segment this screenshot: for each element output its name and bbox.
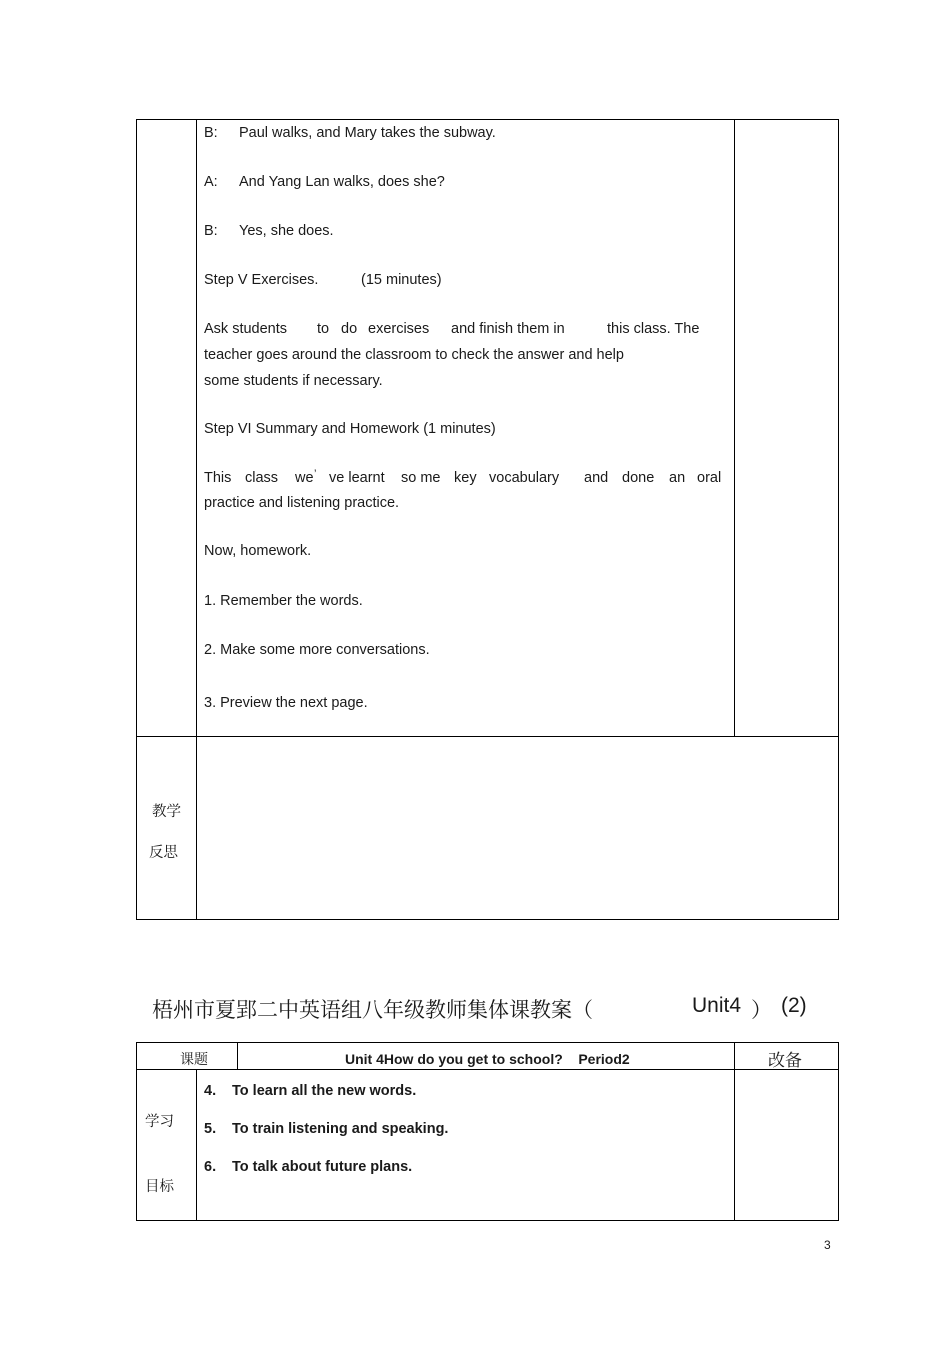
goal-item: 4. To learn all the new words. xyxy=(204,1083,417,1099)
reflection-label-line-2: 反思 xyxy=(149,845,178,861)
heading-number: (2) xyxy=(781,994,807,1017)
heading-close-paren: ） xyxy=(751,998,772,1022)
homework-item: 3. Preview the next page. xyxy=(204,695,368,711)
dialogue-text: Yes, she does. xyxy=(239,223,334,239)
lesson-title: Unit 4How do you get to school? Period2 xyxy=(345,1051,630,1067)
step-title: Step V Exercises. xyxy=(204,272,319,288)
step-5-heading xyxy=(204,271,442,289)
subject-header: 课题 xyxy=(180,1052,208,1068)
dialogue-line-3 xyxy=(204,222,334,240)
goal-item: 5. To train listening and speaking. xyxy=(204,1121,449,1137)
dialogue-text: Paul walks, and Mary takes the subway. xyxy=(239,125,496,141)
speaker-label: B: xyxy=(204,125,218,141)
speaker-label: A: xyxy=(204,174,218,190)
reflection-label-line-1: 教学 xyxy=(152,804,181,820)
objectives-label-line-2: 目标 xyxy=(145,1179,174,1195)
dialogue-text: And Yang Lan walks, does she? xyxy=(239,174,445,190)
objectives-label-line-1: 学习 xyxy=(145,1114,174,1130)
goal-item: 6. To talk about future plans. xyxy=(204,1159,413,1175)
homework-intro: Now, homework. xyxy=(204,543,312,559)
page-number: 3 xyxy=(824,1238,831,1252)
speaker-label: B: xyxy=(204,223,218,239)
dialogue-line-2 xyxy=(204,173,445,191)
step-6-heading: Step VI Summary and Homework (1 minutes) xyxy=(204,421,496,437)
homework-item: 2. Make some more conversations. xyxy=(204,642,430,658)
dialogue-line-1 xyxy=(204,124,496,142)
heading-unit: Unit4 xyxy=(692,994,742,1017)
heading-school-title: 梧州市夏郢二中英语组八年级教师集体课教案（ xyxy=(152,998,593,1022)
homework-item: 1. Remember the words. xyxy=(204,593,363,609)
revision-header: 改备 xyxy=(768,1051,802,1071)
step-time: (15 minutes) xyxy=(361,272,442,288)
